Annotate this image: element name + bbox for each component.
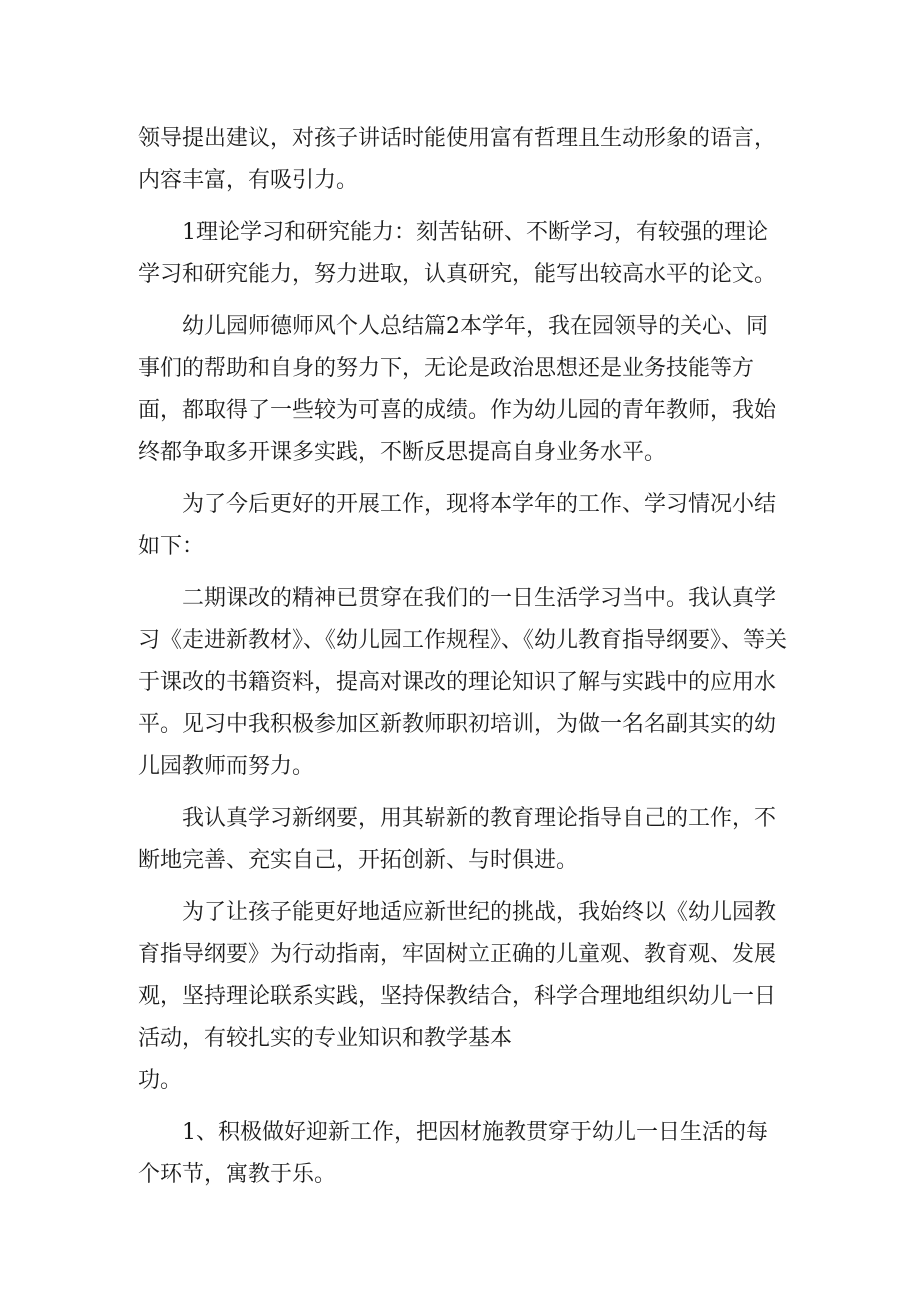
paragraph-4: 为了今后更好的开展工作，现将本学年的工作、学习情况小结如下：	[138, 492, 777, 559]
paragraph-1: 领导提出建议，对孩子讲话时能使用富有哲理且生动形象的语言，内容丰富，有吸引力。	[138, 126, 777, 193]
paragraph-3: 幼儿园师德师风个人总结篇2本学年，我在园领导的关心、同事们的帮助和自身的努力下，无论是政治思想还是业务技能等方面，都取得了一些较为可喜的成绩。作为幼儿园的青年教师，我始终都争取多开课多实践，不断反思提高自身业务水平。	[138, 314, 777, 465]
paragraph-8: 功。	[138, 1068, 183, 1093]
paragraph-5: 二期课改的精神已贯穿在我们的一日生活学习当中。我认真学习《走进新教材》、《幼儿园工作规程》、《幼儿教育指导纲要》、等关于课改的书籍资料，提高对课改的理论知识了解与实践中的应用水平。见习中我积极参加区新教师职初培训，为做一名名副其实的幼儿园教师而努力。	[138, 586, 788, 779]
paragraph-9: 1、积极做好迎新工作，把因材施教贯穿于幼儿一日生活的每个环节，寓教于乐。	[138, 1120, 768, 1187]
paragraph-7: 为了让孩子能更好地适应新世纪的挑战，我始终以《幼儿园教育指导纲要》为行动指南，牢固树立正确的儿童观、教育观、发展观，坚持理论联系实践，坚持保教结合，科学合理地组织幼儿一日活动，有较扎实的专业知识和教学基本	[138, 900, 777, 1051]
paragraph-6: 我认真学习新纲要，用其崭新的教育理论指导自己的工作，不断地完善、充实自己，开拓创新、与时俱进。	[138, 806, 777, 873]
paragraph-2: 1理论学习和研究能力：刻苦钻研、不断学习，有较强的理论学习和研究能力，努力进取，认真研究，能写出较高水平的论文。	[138, 220, 777, 287]
document-body	[138, 118, 788, 1206]
